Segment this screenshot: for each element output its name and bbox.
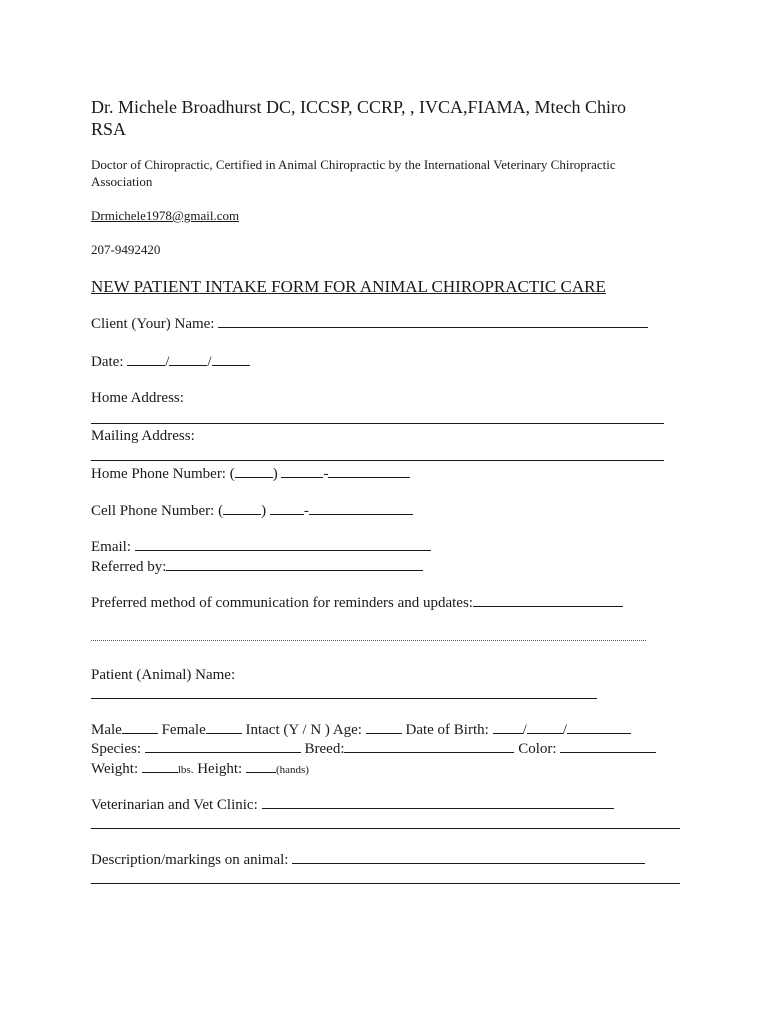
form-title: NEW PATIENT INTAKE FORM FOR ANIMAL CHIROPRACTIC CARE xyxy=(91,277,606,296)
dob-month-field[interactable] xyxy=(493,721,523,734)
dotted-separator xyxy=(91,640,646,641)
description-field[interactable] xyxy=(292,851,645,864)
date-separator: / xyxy=(165,354,170,370)
intact-age-label: Intact (Y / N ) Age: xyxy=(245,722,362,738)
client-name-row xyxy=(91,315,648,333)
phone-dash: - xyxy=(323,466,329,482)
lbs-unit: lbs. xyxy=(177,764,194,776)
doctor-name-line2: RSA xyxy=(91,119,127,139)
dob-year-field[interactable] xyxy=(567,721,631,734)
vet-label: Veterinarian and Vet Clinic: xyxy=(91,797,258,813)
home-address-label: Home Address: xyxy=(91,390,184,406)
dob-day-field[interactable] xyxy=(527,721,563,734)
weight-height-row xyxy=(91,760,309,779)
date-day-field[interactable] xyxy=(169,353,207,366)
color-field[interactable] xyxy=(560,740,656,753)
vet-row xyxy=(91,796,614,814)
paren-close: ) xyxy=(272,466,278,482)
weight-field[interactable] xyxy=(142,760,178,773)
cell-phone-prefix-field[interactable] xyxy=(270,502,304,515)
date-year-field[interactable] xyxy=(212,353,250,366)
cell-phone-label: Cell Phone Number: xyxy=(91,503,215,519)
species-label: Species: xyxy=(91,741,141,757)
age-field[interactable] xyxy=(366,721,402,734)
breed-label: Breed: xyxy=(304,741,345,757)
paren-open: ( xyxy=(229,466,235,482)
dob-label: Date of Birth: xyxy=(405,722,489,738)
breed-field[interactable] xyxy=(344,740,514,753)
cell-phone-area-field[interactable] xyxy=(223,502,261,515)
date-separator: / xyxy=(207,354,212,370)
date-separator: / xyxy=(522,722,527,738)
male-field[interactable] xyxy=(122,721,158,734)
home-phone-area-field[interactable] xyxy=(235,465,273,478)
home-address-field[interactable] xyxy=(91,423,664,424)
weight-label: Weight: xyxy=(91,761,139,777)
date-month-field[interactable] xyxy=(127,353,165,366)
client-name-field[interactable] xyxy=(218,315,648,328)
mailing-address-field[interactable] xyxy=(91,460,664,461)
patient-name-label: Patient (Animal) Name: xyxy=(91,667,236,683)
paren-close: ) xyxy=(261,503,267,519)
height-label: Height: xyxy=(197,761,243,777)
doctor-email-link[interactable]: Drmichele1978@gmail.com xyxy=(91,208,240,223)
referred-field[interactable] xyxy=(166,558,423,571)
female-field[interactable] xyxy=(206,721,242,734)
hands-unit: (hands) xyxy=(275,764,309,776)
paren-open: ( xyxy=(218,503,224,519)
doctor-phone: 207-9492420 xyxy=(91,242,161,257)
vet-field[interactable] xyxy=(262,796,614,809)
email-field[interactable] xyxy=(135,538,431,551)
sex-age-row xyxy=(91,721,631,739)
date-separator: / xyxy=(562,722,567,738)
cell-phone-line-field[interactable] xyxy=(309,502,413,515)
preferred-label: Preferred method of communication for reminders and updates: xyxy=(91,595,473,611)
color-label: Color: xyxy=(518,741,557,757)
female-label: Female xyxy=(161,722,206,738)
species-field[interactable] xyxy=(145,740,301,753)
email-row xyxy=(91,538,431,556)
credentials-line1: Doctor of Chiropractic, Certified in Animal Chiropractic by the International Veterinary Chiropractic xyxy=(91,157,616,172)
vet-field-line2[interactable] xyxy=(91,828,680,829)
credentials-line2: Association xyxy=(91,174,153,189)
preferred-field[interactable] xyxy=(473,594,623,607)
description-row xyxy=(91,851,645,869)
phone-dash: - xyxy=(303,503,309,519)
date-row xyxy=(91,353,250,371)
patient-name-field[interactable] xyxy=(91,698,597,699)
referred-row xyxy=(91,558,423,576)
doctor-name-line1: Dr. Michele Broadhurst DC, ICCSP, CCRP, , IVCA,FIAMA, Mtech Chiro xyxy=(91,97,627,117)
preferred-row xyxy=(91,594,623,612)
cell-phone-row xyxy=(91,502,413,520)
mailing-address-label: Mailing Address: xyxy=(91,428,195,444)
description-label: Description/markings on animal: xyxy=(91,852,289,868)
home-phone-row xyxy=(91,465,410,483)
description-field-line2[interactable] xyxy=(91,883,680,884)
species-row xyxy=(91,740,656,758)
home-phone-prefix-field[interactable] xyxy=(281,465,323,478)
referred-label: Referred by: xyxy=(91,559,167,575)
male-label: Male xyxy=(91,722,122,738)
client-name-label: Client (Your) Name: xyxy=(91,316,215,332)
email-label: Email: xyxy=(91,539,131,555)
height-field[interactable] xyxy=(246,760,276,773)
home-phone-line-field[interactable] xyxy=(328,465,410,478)
date-label: Date: xyxy=(91,354,124,370)
home-phone-label: Home Phone Number: xyxy=(91,466,226,482)
